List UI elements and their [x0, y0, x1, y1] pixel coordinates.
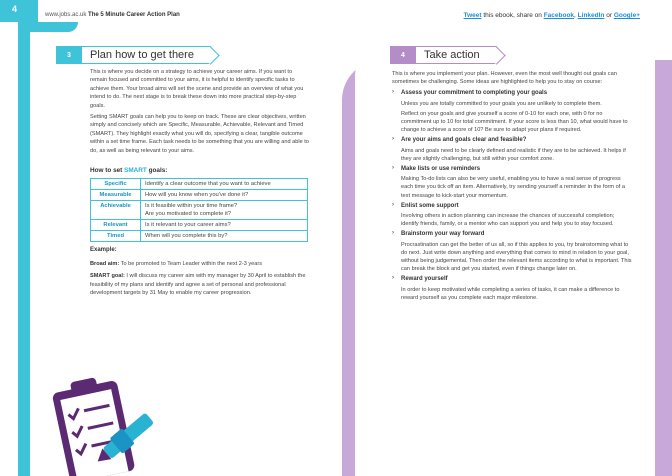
smart-key: Specific: [91, 179, 141, 190]
header-site-line: [45, 12, 180, 18]
tip-heading: › Brainstorm your way forward: [392, 230, 632, 238]
tip-item: [392, 275, 632, 302]
page-number: 4: [12, 4, 18, 14]
smart-heading-suffix: goals:: [148, 167, 168, 175]
tip-heading: › Enlist some support: [392, 202, 632, 210]
section-4-intro: This is where you implement your plan. However, even the most well thought out goals can sometimes be challenging. Some ideas are highlighted to help you to stay on course:: [392, 71, 617, 86]
broad-aim-text: To be promoted to Team Leader within the next 2-3 years: [120, 260, 263, 267]
facebook-link[interactable]: Facebook: [543, 12, 575, 19]
section-3-tab: [56, 46, 211, 64]
section-3-para-2: Setting SMART goals can help you to keep on track. These are clear objectives, written simply and concisely which are Specific, Measurable, Achievable, Relevant and Timed (SMART). They highlight exactly what you will do, specifying a clear, tangible outcome within a set time frame. Each task needs to be something that you are willing and able to do, as well as being relevant to your aims.: [90, 114, 309, 154]
smart-row-achievable: [91, 201, 308, 220]
tip-item: [392, 89, 632, 134]
smart-row-relevant: [91, 220, 308, 231]
smart-heading-prefix: How to set: [90, 167, 123, 175]
share-or: or: [606, 12, 612, 19]
tip-item: [392, 136, 632, 163]
share-comma: ,: [574, 12, 576, 19]
broad-aim: [90, 260, 310, 268]
smart-desc-line: Is it relevant to your career aims?: [145, 222, 231, 229]
smart-key: Timed: [91, 231, 141, 242]
tip-heading: › Make lists or use reminders: [392, 165, 632, 173]
broad-aim-label: Broad aim:: [90, 260, 120, 267]
page-number-badge: [0, 0, 38, 22]
smart-row-timed: [91, 231, 308, 242]
linkedin-link[interactable]: LinkedIn: [577, 12, 605, 19]
section-4-body: [392, 70, 632, 304]
smart-desc: [141, 201, 308, 220]
tip-item: [392, 165, 632, 200]
smart-key: Measurable: [91, 190, 141, 201]
left-accent-bar: [18, 22, 30, 476]
smart-heading-smart: SMART: [124, 167, 147, 175]
section-4-number: 4: [390, 46, 416, 64]
tweet-link[interactable]: Tweet: [463, 12, 482, 19]
example-label: Example:: [90, 247, 117, 254]
tip-body: In order to keep motivated while completing a series of tasks, it can make a difference to reward yourself as you complete each major milestone.: [401, 286, 620, 301]
tip-item: [392, 230, 632, 273]
smart-desc: [141, 179, 308, 190]
smart-desc-line-2: Are you motivated to complete it?: [145, 211, 232, 218]
tip-heading: › Reward yourself: [392, 275, 632, 283]
smart-desc: [141, 231, 308, 242]
smart-desc: [141, 190, 308, 201]
share-text: this ebook, share on: [483, 12, 542, 19]
smart-goal-label: SMART goal:: [90, 273, 125, 280]
section-4-title: Take action: [416, 46, 497, 64]
smart-table: [90, 178, 308, 242]
tip-body: Aims and goals need to be clearly defined and realistic if they are to be achieved. It helps if they are slightly challenging, but still within your comfort zone.: [401, 147, 626, 162]
section-3-para-1: This is where you decide on a strategy to achieve your career aims. If you want to remain focused and committed to your aims, it is helpful to identify specific tasks to achieve them. Your broad aims will set the scene and provide an overview of what you intend to do. The next stage is to break these down into more practical step-by-step goals.: [90, 69, 304, 109]
section-3-title: Plan how to get there: [82, 46, 211, 64]
share-line: [464, 12, 640, 19]
tip-heading: › Are your aims and goals clear and feasible?: [392, 136, 632, 144]
site-url[interactable]: www.jobs.ac.uk: [45, 12, 87, 18]
smart-desc-line: Is it feasible within your time frame?: [145, 203, 238, 210]
smart-goal-text: I will discuss my career aim with my manager by 30 April to establish the feasibility of my plans and identify and agree a set of personal and professional development targets by 31 May to enable my career progression.: [90, 273, 306, 297]
smart-goal: [90, 272, 310, 297]
smart-desc-line: When will you complete this by?: [145, 233, 228, 240]
smart-row-specific: [91, 179, 308, 190]
tip-body-2: Reflect on your goals and give yourself a score of 0-10 for each one, with 0 for no commitment up to 10 for total commitment. If your score is less than 10, what would have to change to achieve a score of 10? Be sure to adapt your plans if required.: [401, 110, 628, 134]
smart-row-measurable: [91, 190, 308, 201]
ebook-title: The 5 Minute Career Action Plan: [88, 12, 180, 18]
smart-desc: [141, 220, 308, 231]
tip-body: Procrastination can get the better of us all, so if this applies to you, try brainstorming what to do next. Just write down anything and everything that comes to mind in relation to your goal, without being judgemental. Then order the relevant items according to what is important. This can break the block and get you started, even if things change later on.: [401, 241, 632, 273]
section-3-body: [90, 68, 310, 301]
clipboard-checklist-icon: [42, 374, 160, 476]
tip-body: Making To-do lists can also be very useful, enabling you to have a real sense of progress each time you tick off an item. Alternatively, try sending yourself a reminder in the form of a text message to kick-start your momentum.: [401, 176, 625, 199]
smart-desc-line: How will you know when you've done it?: [145, 192, 249, 199]
google-plus-link[interactable]: Google+: [613, 12, 640, 19]
tip-body: Unless you are totally committed to your goals you are unlikely to complete them.: [401, 100, 602, 107]
smart-desc-line: Identify a clear outcome that you want to achieve: [145, 181, 271, 188]
left-accent-curve: [18, 22, 78, 32]
smart-heading: [90, 167, 310, 175]
tip-body: Involving others in action planning can increase the chances of successful completion; identify friends, family, or a mentor who can support you and help you to stay focused.: [401, 213, 615, 228]
tip-item: [392, 202, 632, 229]
section-3-number: 3: [56, 46, 82, 64]
smart-key: Achievable: [91, 201, 141, 220]
smart-key: Relevant: [91, 220, 141, 231]
tip-heading: › Assess your commitment to completing your goals: [392, 89, 632, 97]
section-4-tab: [390, 46, 497, 64]
